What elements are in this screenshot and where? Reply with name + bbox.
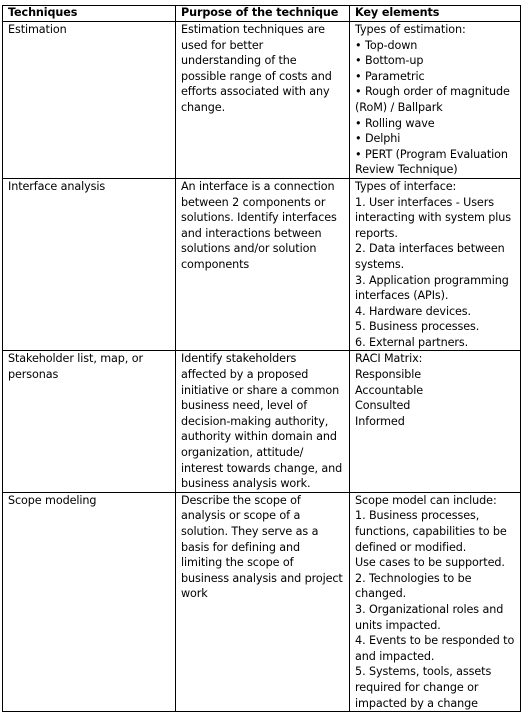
cell-line: • Delphi <box>355 132 401 146</box>
cell-line: business analysis work. <box>181 477 311 491</box>
cell-line: functions, capabilities to be <box>355 525 507 538</box>
cell-line: RACI Matrix: <box>355 352 423 366</box>
cell-line: efforts associated with any <box>181 85 330 99</box>
header-key-elements: Key elements <box>350 6 521 22</box>
cell-line: 4. Events to be responded to <box>355 634 515 648</box>
cell-line: • PERT (Program Evaluation <box>355 147 508 161</box>
cell-line: solutions. Identify interfaces <box>181 211 337 225</box>
cell-line: interacting with system plus <box>355 211 511 225</box>
table-header-row <box>3 6 521 22</box>
technique-cell <box>3 492 176 711</box>
purpose-cell <box>176 492 350 711</box>
cell-line: Scope model can include: <box>355 493 497 507</box>
cell-line: Scope modeling <box>8 493 97 507</box>
key-elements-cell <box>350 351 521 492</box>
purpose-cell <box>176 178 350 351</box>
cell-line: initiative or share a common <box>181 383 340 397</box>
purpose-cell <box>176 22 350 179</box>
cell-line: Estimation techniques are <box>181 23 325 36</box>
header-purpose: Purpose of the technique <box>176 6 350 22</box>
key-elements-cell <box>350 492 521 711</box>
purpose-cell <box>176 351 350 492</box>
cell-line: decision-making authority, <box>181 414 329 428</box>
cell-line: interfaces (APIs). <box>355 289 449 303</box>
cell-line: authority within domain and <box>181 430 337 444</box>
cell-line: Interface analysis <box>8 179 106 193</box>
cell-line: • Rolling wave <box>355 116 435 130</box>
cell-line: organization, attitude/ <box>181 446 304 460</box>
cell-line: • Top-down <box>355 38 418 52</box>
cell-line: Identify stakeholders <box>181 352 297 366</box>
cell-line: analysis or scope of a <box>181 509 301 523</box>
cell-line: Use cases to be supported. <box>355 556 505 570</box>
cell-line: 2. Technologies to be <box>355 571 472 585</box>
cell-line: change. <box>181 100 226 114</box>
table-row <box>3 178 521 351</box>
cell-line: • Rough order of magnitude <box>355 85 510 99</box>
cell-line: possible range of costs and <box>181 69 332 83</box>
table-row <box>3 351 521 492</box>
cell-line: changed. <box>355 587 407 601</box>
cell-line: 5. Systems, tools, assets <box>355 665 492 679</box>
cell-line: 3. Organizational roles and <box>355 602 504 616</box>
cell-line: personas <box>8 368 59 382</box>
key-elements-cell <box>350 22 521 179</box>
cell-line: impacted by a change <box>355 696 478 710</box>
cell-line: Review Technique) <box>355 163 458 177</box>
cell-line: units impacted. <box>355 618 441 632</box>
cell-line: defined or modified. <box>355 540 467 554</box>
cell-line: reports. <box>355 226 398 240</box>
cell-line: Accountable <box>355 383 424 397</box>
cell-line: 5. Business processes. <box>355 320 480 334</box>
cell-line: Consulted <box>355 399 411 413</box>
cell-line: 1. Business processes, <box>355 509 480 523</box>
cell-line: used for better <box>181 38 264 52</box>
cell-line: 3. Application programming <box>355 273 509 287</box>
cell-line: and interactions between <box>181 226 322 240</box>
cell-line: limiting the scope of <box>181 556 294 570</box>
cell-line: interest towards change, and <box>181 461 343 475</box>
cell-line: 4. Hardware devices. <box>355 304 471 318</box>
table-row <box>3 22 521 179</box>
cell-line: • Bottom-up <box>355 54 424 68</box>
cell-line: Responsible <box>355 368 421 382</box>
table-row <box>3 492 521 711</box>
cell-line: Stakeholder list, map, or <box>8 352 143 366</box>
cell-line: business need, level of <box>181 399 308 413</box>
cell-line: work <box>181 587 208 601</box>
cell-line: solution. They serve as a <box>181 525 319 538</box>
cell-line: 1. User interfaces - Users <box>355 195 494 209</box>
cell-line: • Parametric <box>355 69 425 83</box>
cell-line: An interface is a connection <box>181 179 335 193</box>
cell-line: Estimation <box>8 23 67 36</box>
cell-line: affected by a proposed <box>181 368 309 382</box>
cell-line: required for change or <box>355 680 479 694</box>
cell-line: components <box>181 257 250 271</box>
cell-line: (RoM) / Ballpark <box>355 100 443 114</box>
cell-line: and impacted. <box>355 649 435 663</box>
header-techniques: Techniques <box>3 6 176 22</box>
cell-line: 6. External partners. <box>355 335 469 349</box>
cell-line: Types of interface: <box>355 179 457 193</box>
techniques-table <box>2 5 521 712</box>
technique-cell <box>3 351 176 492</box>
cell-line: systems. <box>355 257 405 271</box>
cell-line: business analysis and project <box>181 571 343 585</box>
cell-line: basis for defining and <box>181 540 301 554</box>
cell-line: understanding of the <box>181 54 297 68</box>
cell-line: Informed <box>355 414 405 428</box>
cell-line: Describe the scope of <box>181 493 301 507</box>
cell-line: Types of estimation: <box>355 23 466 36</box>
cell-line: between 2 components or <box>181 195 326 209</box>
cell-line: 2. Data interfaces between <box>355 242 505 256</box>
key-elements-cell <box>350 178 521 351</box>
technique-cell <box>3 22 176 179</box>
cell-line: solutions and/or solution <box>181 242 317 256</box>
technique-cell <box>3 178 176 351</box>
